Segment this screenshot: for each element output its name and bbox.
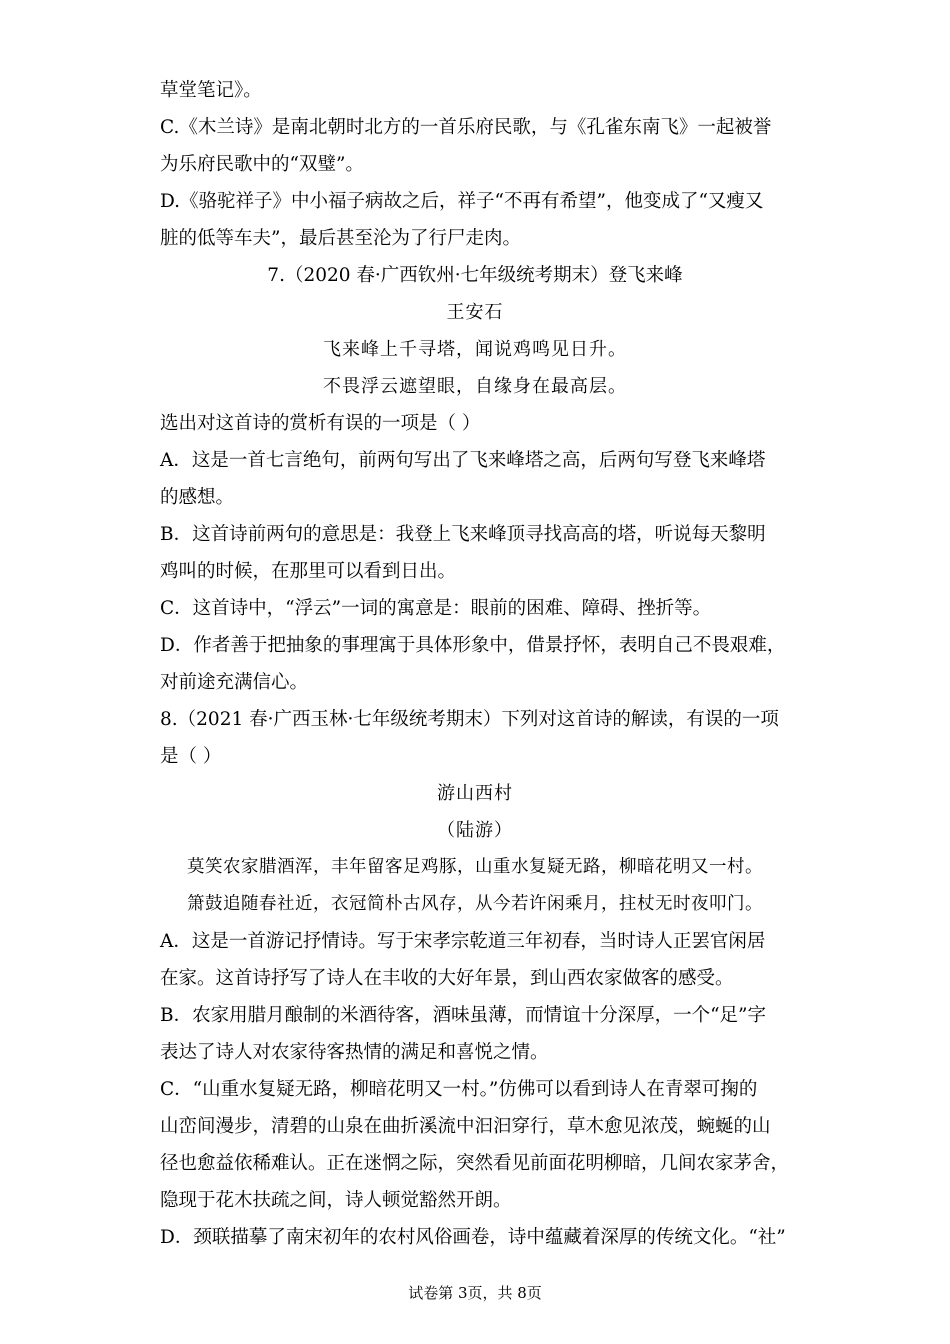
page-footer: 试卷第 3页，共 8页 bbox=[408, 1284, 542, 1302]
q8-author: （陆游） bbox=[437, 820, 513, 841]
q8-option-c-cont: 隐现于花木扶疏之间，诗人顿觉豁然开朗。 bbox=[160, 1190, 512, 1211]
q7-poem-line: 飞来峰上千寻塔，闻说鸡鸣见日升。 bbox=[323, 339, 627, 360]
q8-option-c-cont: 山峦间漫步，清碧的山泉在曲折溪流中汩汩穿行，草木愈见浓茂，蜿蜒的山 bbox=[160, 1116, 771, 1137]
q7-poem-line: 不畏浮云遮望眼，自缘身在最高层。 bbox=[323, 376, 627, 397]
q8-option-b-cont: 表达了诗人对农家待客热情的满足和喜悦之情。 bbox=[160, 1042, 549, 1063]
q8-option-d: D．颈联描摹了南宋初年的农村风俗画卷，诗中蕴藏着深厚的传统文化。“社” bbox=[160, 1227, 786, 1248]
q7-option-a-cont: 的感想。 bbox=[160, 487, 235, 508]
text-line: 草堂笔记》。 bbox=[160, 80, 262, 101]
q8-option-c-cont: 径也愈益依稀难认。正在迷惘之际，突然看见前面花明柳暗，几间农家茅舍， bbox=[160, 1153, 790, 1174]
q7-heading: 7.（2020 春·广西钦州·七年级统考期末）登飞来峰 bbox=[267, 265, 683, 286]
q7-option-b-cont: 鸡叫的时候，在那里可以看到日出。 bbox=[160, 561, 457, 582]
q7-option-b: B．这首诗前两句的意思是：我登上飞来峰顶寻找高高的塔，听说每天黎明 bbox=[160, 524, 766, 545]
text-line: 为乐府民歌中的“双璧”。 bbox=[160, 154, 364, 175]
q8-option-a-cont: 在家。这首诗抒写了诗人在丰收的大好年景，到山西农家做客的感受。 bbox=[160, 968, 734, 989]
option-d-prev: D.《骆驼祥子》中小福子病故之后，祥子“不再有希望”，他变成了“又瘦又 bbox=[160, 191, 764, 212]
exam-page bbox=[160, 0, 790, 1256]
q8-poem-title: 游山西村 bbox=[437, 783, 513, 804]
q8-option-a: A．这是一首游记抒情诗。写于宋孝宗乾道三年初春，当时诗人正罢官闲居 bbox=[160, 931, 766, 952]
q8-option-c: C．“山重水复疑无路，柳暗花明又一村。”仿佛可以看到诗人在青翠可掬的 bbox=[160, 1079, 758, 1100]
q8-poem-line: 箫鼓追随春社近，衣冠简朴古风存，从今若许闲乘月，拄杖无时夜叩门。 bbox=[187, 894, 763, 914]
top-spacer bbox=[160, 0, 790, 72]
q8-poem-line: 莫笑农家腊酒浑，丰年留客足鸡豚，山重水复疑无路，柳暗花明又一村。 bbox=[187, 857, 763, 877]
q8-heading-cont: 是（ ） bbox=[160, 746, 222, 767]
q8-heading: 8.（2021 春·广西玉林·七年级统考期末）下列对这首诗的解读，有误的一项 bbox=[160, 709, 779, 730]
option-c-prev: C.《木兰诗》是南北朝时北方的一首乐府民歌，与《孔雀东南飞》一起被誉 bbox=[160, 117, 772, 138]
q7-option-d: D．作者善于把抽象的事理寓于具体形象中，借景抒怀，表明自己不畏艰难， bbox=[160, 635, 786, 656]
q7-option-a: A．这是一首七言绝句，前两句写出了飞来峰塔之高，后两句写登飞来峰塔 bbox=[160, 450, 766, 471]
q7-author: 王安石 bbox=[446, 302, 504, 323]
q7-option-d-cont: 对前途充满信心。 bbox=[160, 672, 309, 693]
q7-option-c: C．这首诗中，“浮云”一词的寓意是：眼前的困难、障碍、挫折等。 bbox=[160, 598, 712, 619]
q7-question: 选出对这首诗的赏析有误的一项是（ ） bbox=[160, 413, 481, 434]
text-line: 脏的低等车夫”，最后甚至沦为了行尸走肉。 bbox=[160, 228, 521, 249]
q8-option-b: B．农家用腊月酿制的米酒待客，酒味虽薄，而情谊十分深厚，一个“足”字 bbox=[160, 1005, 767, 1026]
